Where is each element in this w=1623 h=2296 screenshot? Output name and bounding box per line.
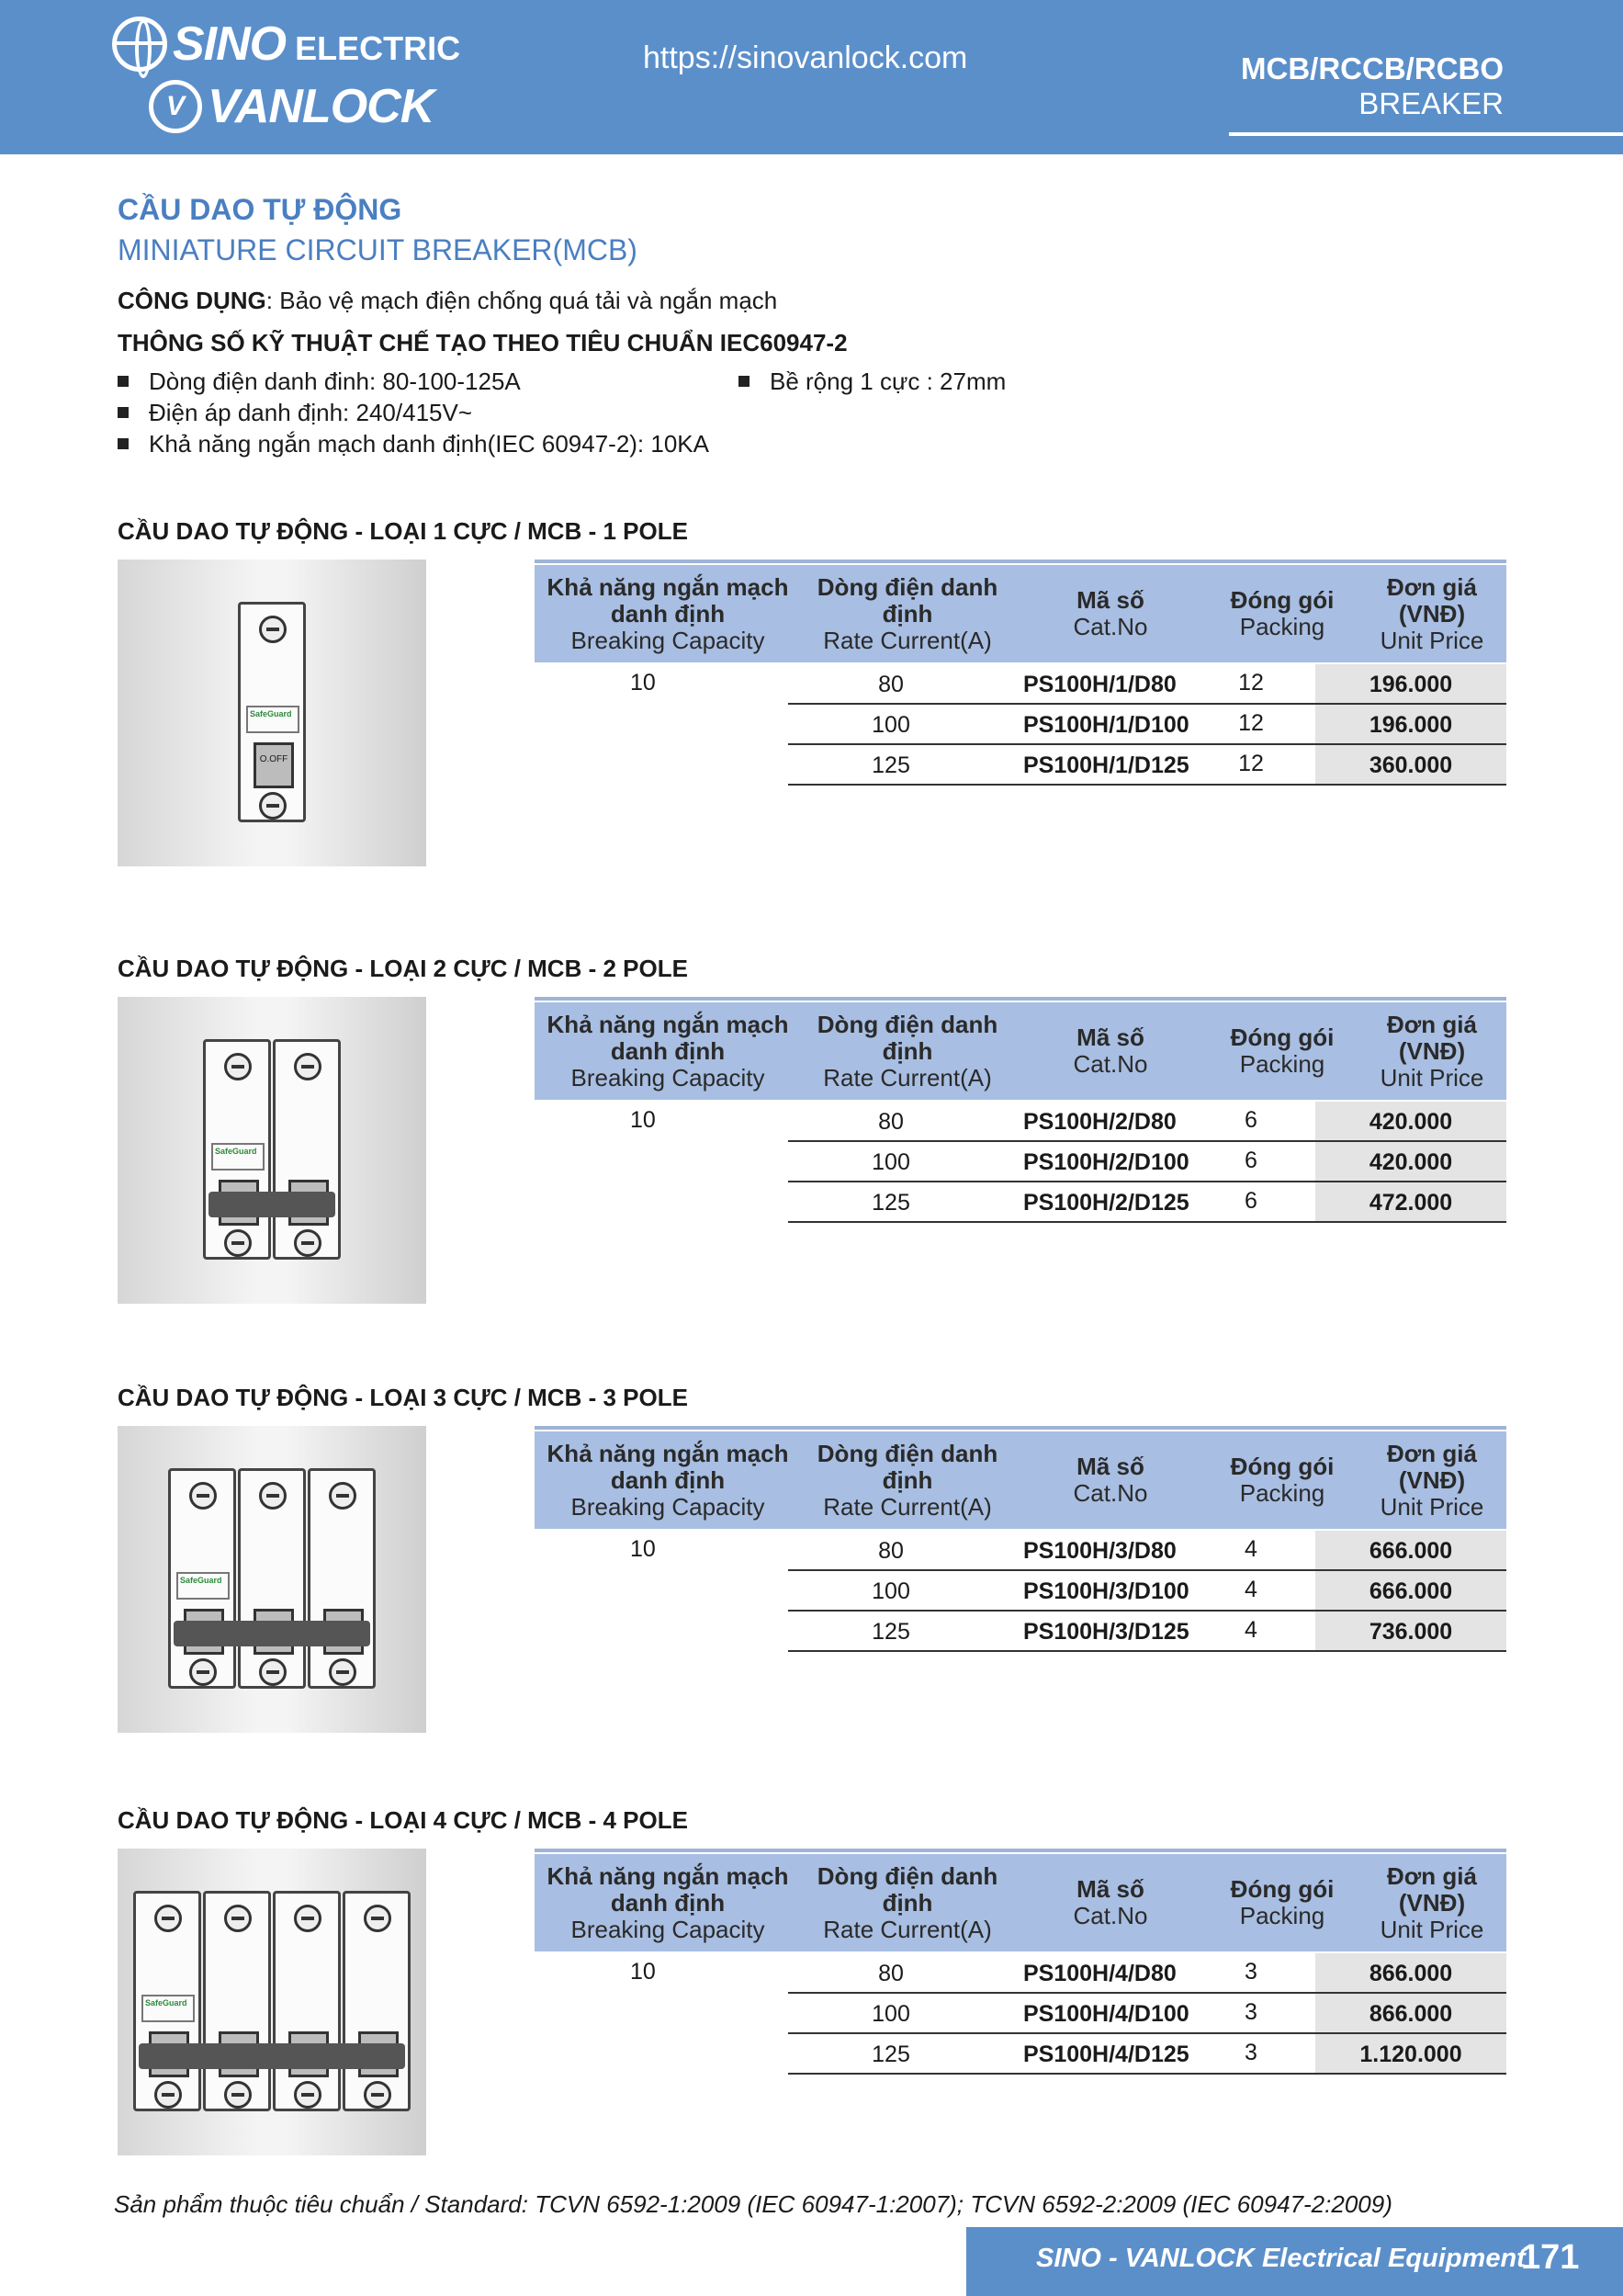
col-header-current: Dòng điện danh định Rate Current(A) xyxy=(817,1861,998,1943)
current-cell: 80 xyxy=(878,672,904,697)
catno-cell: PS100H/3/D125 xyxy=(1023,1619,1189,1645)
price-cell: 196.000 xyxy=(1315,664,1506,703)
current-cell: 100 xyxy=(872,2001,910,2027)
catno-cell: PS100H/4/D100 xyxy=(1023,2001,1189,2027)
breaker-pole xyxy=(273,1039,341,1260)
table-row xyxy=(788,705,1506,745)
table-row xyxy=(788,1142,1506,1182)
spec-text: Khả năng ngắn mạch danh định(IEC 60947-2): 10KA xyxy=(149,429,709,458)
col-header-catno: Mã số Cat.No xyxy=(1073,1024,1148,1078)
terminal-screw-icon xyxy=(224,2081,252,2109)
breaker-illustration xyxy=(133,1891,411,2111)
catno-cell: PS100H/3/D80 xyxy=(1023,1538,1177,1564)
price-cell: 666.000 xyxy=(1315,1531,1506,1569)
terminal-screw-icon xyxy=(329,1658,356,1686)
col-header-packing: Đóng gói Packing xyxy=(1230,1024,1335,1078)
col-header-catno: Mã số Cat.No xyxy=(1073,1875,1148,1929)
table-top-rule xyxy=(535,1849,1506,1852)
category-subtitle: BREAKER xyxy=(1358,86,1504,120)
price-cell: 360.000 xyxy=(1315,745,1506,784)
table-row xyxy=(788,664,1506,705)
handle-tie-bar xyxy=(174,1621,370,1646)
section-title: CẦU DAO TỰ ĐỘNG - LOẠI 4 CỰC / MCB - 4 POLE xyxy=(118,1806,688,1834)
terminal-screw-icon xyxy=(224,1053,252,1080)
breaker-pole xyxy=(273,1891,341,2111)
price-cell: 866.000 xyxy=(1315,1994,1506,2032)
packing-cell: 12 xyxy=(1238,710,1264,736)
bullet-square-icon xyxy=(118,407,129,418)
terminal-screw-icon xyxy=(364,2081,391,2109)
breaking-capacity-cell: 10 xyxy=(630,1959,656,1985)
brand-logo xyxy=(112,13,461,141)
col-header-packing: Đóng gói Packing xyxy=(1230,1875,1335,1929)
terminal-screw-icon xyxy=(329,1482,356,1510)
category-title: MCB/RCCB/RCBO xyxy=(1241,51,1504,85)
col-header-price: Đơn giá (VNĐ) Unit Price xyxy=(1380,572,1484,654)
terminal-screw-icon xyxy=(294,1053,321,1080)
usage-line xyxy=(118,287,777,315)
terminal-screw-icon xyxy=(189,1482,217,1510)
col-header-current: Dòng điện danh định Rate Current(A) xyxy=(817,1010,998,1091)
terminal-screw-icon xyxy=(259,792,287,820)
list-item xyxy=(118,366,709,397)
vanlock-badge-icon: V xyxy=(149,80,202,133)
price-cell: 196.000 xyxy=(1315,705,1506,743)
terminal-screw-icon xyxy=(259,1658,287,1686)
terminal-screw-icon xyxy=(364,1905,391,1932)
table-row xyxy=(788,745,1506,786)
breaker-pole xyxy=(168,1468,236,1689)
col-header-capacity: Khả năng ngắn mạch danh định Breaking Capacity xyxy=(547,1861,789,1943)
breaker-illustration xyxy=(168,1468,376,1689)
terminal-screw-icon xyxy=(294,1229,321,1257)
packing-cell: 4 xyxy=(1245,1577,1257,1602)
category-divider xyxy=(1229,132,1623,136)
spec-heading: THÔNG SỐ KỸ THUẬT CHẾ TẠO THEO TIÊU CHUẨN IEC60947-2 xyxy=(118,329,848,356)
current-cell: 125 xyxy=(872,1190,910,1216)
list-item xyxy=(118,397,709,428)
packing-cell: 12 xyxy=(1238,670,1264,696)
terminal-screw-icon xyxy=(259,616,287,643)
section-title: CẦU DAO TỰ ĐỘNG - LOẠI 3 CỰC / MCB - 3 POLE xyxy=(118,1384,688,1411)
breaker-pole xyxy=(238,1468,306,1689)
col-header-capacity: Khả năng ngắn mạch danh định Breaking Capacity xyxy=(547,572,789,654)
current-cell: 125 xyxy=(872,1619,910,1645)
spec-text: Điện áp danh định: 240/415V~ xyxy=(149,398,473,426)
table-top-rule xyxy=(535,1426,1506,1430)
terminal-screw-icon xyxy=(154,1905,182,1932)
table-top-rule xyxy=(535,560,1506,563)
current-cell: 100 xyxy=(872,1149,910,1175)
catno-cell: PS100H/1/D125 xyxy=(1023,752,1189,778)
breaking-capacity-cell: 10 xyxy=(630,1536,656,1562)
packing-cell: 4 xyxy=(1245,1536,1257,1562)
price-cell: 420.000 xyxy=(1315,1142,1506,1181)
terminal-screw-icon xyxy=(294,1905,321,1932)
footer-company: SINO - VANLOCK Electrical Equipment xyxy=(1036,2244,1526,2273)
col-header-catno: Mã số Cat.No xyxy=(1073,1453,1148,1507)
website-url[interactable]: https://sinovanlock.com xyxy=(643,40,968,75)
packing-cell: 6 xyxy=(1245,1148,1257,1173)
product-label: SafeGuard xyxy=(211,1143,265,1171)
table-header xyxy=(535,1431,1506,1529)
product-label: SafeGuard xyxy=(246,706,299,733)
breaker-pole xyxy=(203,1039,271,1260)
catno-cell: PS100H/1/D80 xyxy=(1023,672,1177,697)
breaking-capacity-cell: 10 xyxy=(630,1107,656,1133)
product-image xyxy=(118,1849,426,2155)
usage-text: : Bảo vệ mạch điện chống quá tải và ngắn mạch xyxy=(265,287,778,314)
product-image xyxy=(118,1426,426,1733)
catno-cell: PS100H/4/D125 xyxy=(1023,2042,1189,2067)
handle-tie-bar xyxy=(139,2043,405,2069)
terminal-screw-icon xyxy=(259,1482,287,1510)
spec-list xyxy=(118,366,709,459)
table-row xyxy=(788,2034,1506,2075)
current-cell: 80 xyxy=(878,1961,904,1986)
terminal-screw-icon xyxy=(294,2081,321,2109)
col-header-packing: Đóng gói Packing xyxy=(1230,1453,1335,1507)
terminal-screw-icon xyxy=(189,1658,217,1686)
table-top-rule xyxy=(535,997,1506,1001)
spec-text: Dòng điện danh đinh: 80-100-125A xyxy=(149,367,521,395)
col-header-current: Dòng điện danh định Rate Current(A) xyxy=(817,1439,998,1521)
packing-cell: 3 xyxy=(1245,1959,1257,1985)
packing-cell: 3 xyxy=(1245,1999,1257,2025)
col-header-packing: Đóng gói Packing xyxy=(1230,586,1335,640)
table-row xyxy=(788,1953,1506,1994)
breaker-pole xyxy=(343,1891,411,2111)
price-cell: 1.120.000 xyxy=(1315,2034,1506,2073)
breaker-pole xyxy=(308,1468,376,1689)
terminal-screw-icon xyxy=(224,1905,252,1932)
brand-name-electric: ELECTRIC xyxy=(295,29,461,67)
col-header-price: Đơn giá (VNĐ) Unit Price xyxy=(1380,1439,1484,1521)
packing-cell: 4 xyxy=(1245,1617,1257,1643)
price-cell: 666.000 xyxy=(1315,1571,1506,1610)
section-title: CẦU DAO TỰ ĐỘNG - LOẠI 1 CỰC / MCB - 1 POLE xyxy=(118,517,688,545)
bullet-square-icon xyxy=(118,376,129,387)
bullet-square-icon xyxy=(738,376,750,387)
breaker-illustration xyxy=(203,1039,341,1260)
list-item xyxy=(118,428,709,459)
section-title: CẦU DAO TỰ ĐỘNG - LOẠI 2 CỰC / MCB - 2 POLE xyxy=(118,955,688,982)
current-cell: 80 xyxy=(878,1109,904,1135)
product-label: SafeGuard xyxy=(176,1572,230,1600)
breaker-illustration xyxy=(238,602,306,822)
price-cell: 736.000 xyxy=(1315,1612,1506,1650)
table-header xyxy=(535,565,1506,662)
table-row xyxy=(788,1531,1506,1571)
page-title-en: MINIATURE CIRCUIT BREAKER(MCB) xyxy=(118,233,637,266)
col-header-current: Dòng điện danh định Rate Current(A) xyxy=(817,572,998,654)
breaker-pole xyxy=(203,1891,271,2111)
catno-cell: PS100H/4/D80 xyxy=(1023,1961,1177,1986)
page-header xyxy=(0,0,1623,154)
breaker-pole xyxy=(238,602,306,822)
terminal-screw-icon xyxy=(224,1229,252,1257)
table-row xyxy=(788,1994,1506,2034)
brand-name-vanlock: VANLOCK xyxy=(208,80,434,133)
standard-note: Sản phẩm thuộc tiêu chuẩn / Standard: TCVN 6592-1:2009 (IEC 60947-1:2007); TCVN 6592-2:2009 (IEC 60947-2:2009) xyxy=(114,2190,1392,2218)
packing-cell: 6 xyxy=(1245,1188,1257,1214)
packing-cell: 6 xyxy=(1245,1107,1257,1133)
table-row xyxy=(788,1612,1506,1652)
product-image xyxy=(118,997,426,1304)
catno-cell: PS100H/1/D100 xyxy=(1023,712,1189,738)
packing-cell: 3 xyxy=(1245,2040,1257,2065)
current-cell: 100 xyxy=(872,712,910,738)
bullet-square-icon xyxy=(118,438,129,449)
product-label: SafeGuard xyxy=(141,1995,195,2022)
current-cell: 125 xyxy=(872,2042,910,2067)
usage-label: CÔNG DỤNG xyxy=(118,287,266,314)
packing-cell: 12 xyxy=(1238,751,1264,776)
catno-cell: PS100H/3/D100 xyxy=(1023,1578,1189,1604)
toggle-handle: O.OFF xyxy=(254,742,294,788)
spec-text: Bề rộng 1 cực : 27mm xyxy=(770,367,1007,395)
table-header xyxy=(535,1002,1506,1100)
globe-icon xyxy=(112,17,167,72)
table-row xyxy=(788,1571,1506,1612)
price-cell: 472.000 xyxy=(1315,1182,1506,1221)
table-header xyxy=(535,1854,1506,1951)
current-cell: 100 xyxy=(872,1578,910,1604)
table-row xyxy=(788,1182,1506,1223)
price-cell: 420.000 xyxy=(1315,1102,1506,1140)
product-image xyxy=(118,560,426,866)
handle-tie-bar xyxy=(209,1192,335,1217)
col-header-capacity: Khả năng ngắn mạch danh định Breaking Capacity xyxy=(547,1439,789,1521)
list-item xyxy=(738,366,1006,397)
current-cell: 80 xyxy=(878,1538,904,1564)
table-row xyxy=(788,1102,1506,1142)
brand-name-sino: SINO xyxy=(173,17,287,71)
col-header-capacity: Khả năng ngắn mạch danh định Breaking Capacity xyxy=(547,1010,789,1091)
catno-cell: PS100H/2/D80 xyxy=(1023,1109,1177,1135)
catno-cell: PS100H/2/D125 xyxy=(1023,1190,1189,1216)
col-header-price: Đơn giá (VNĐ) Unit Price xyxy=(1380,1010,1484,1091)
current-cell: 125 xyxy=(872,752,910,778)
col-header-price: Đơn giá (VNĐ) Unit Price xyxy=(1380,1861,1484,1943)
breaker-pole xyxy=(133,1891,201,2111)
catno-cell: PS100H/2/D100 xyxy=(1023,1149,1189,1175)
page-number: 171 xyxy=(1521,2238,1580,2277)
col-header-catno: Mã số Cat.No xyxy=(1073,586,1148,640)
breaking-capacity-cell: 10 xyxy=(630,670,656,696)
price-cell: 866.000 xyxy=(1315,1953,1506,1992)
page-title-vn: CẦU DAO TỰ ĐỘNG xyxy=(118,193,402,226)
terminal-screw-icon xyxy=(154,2081,182,2109)
